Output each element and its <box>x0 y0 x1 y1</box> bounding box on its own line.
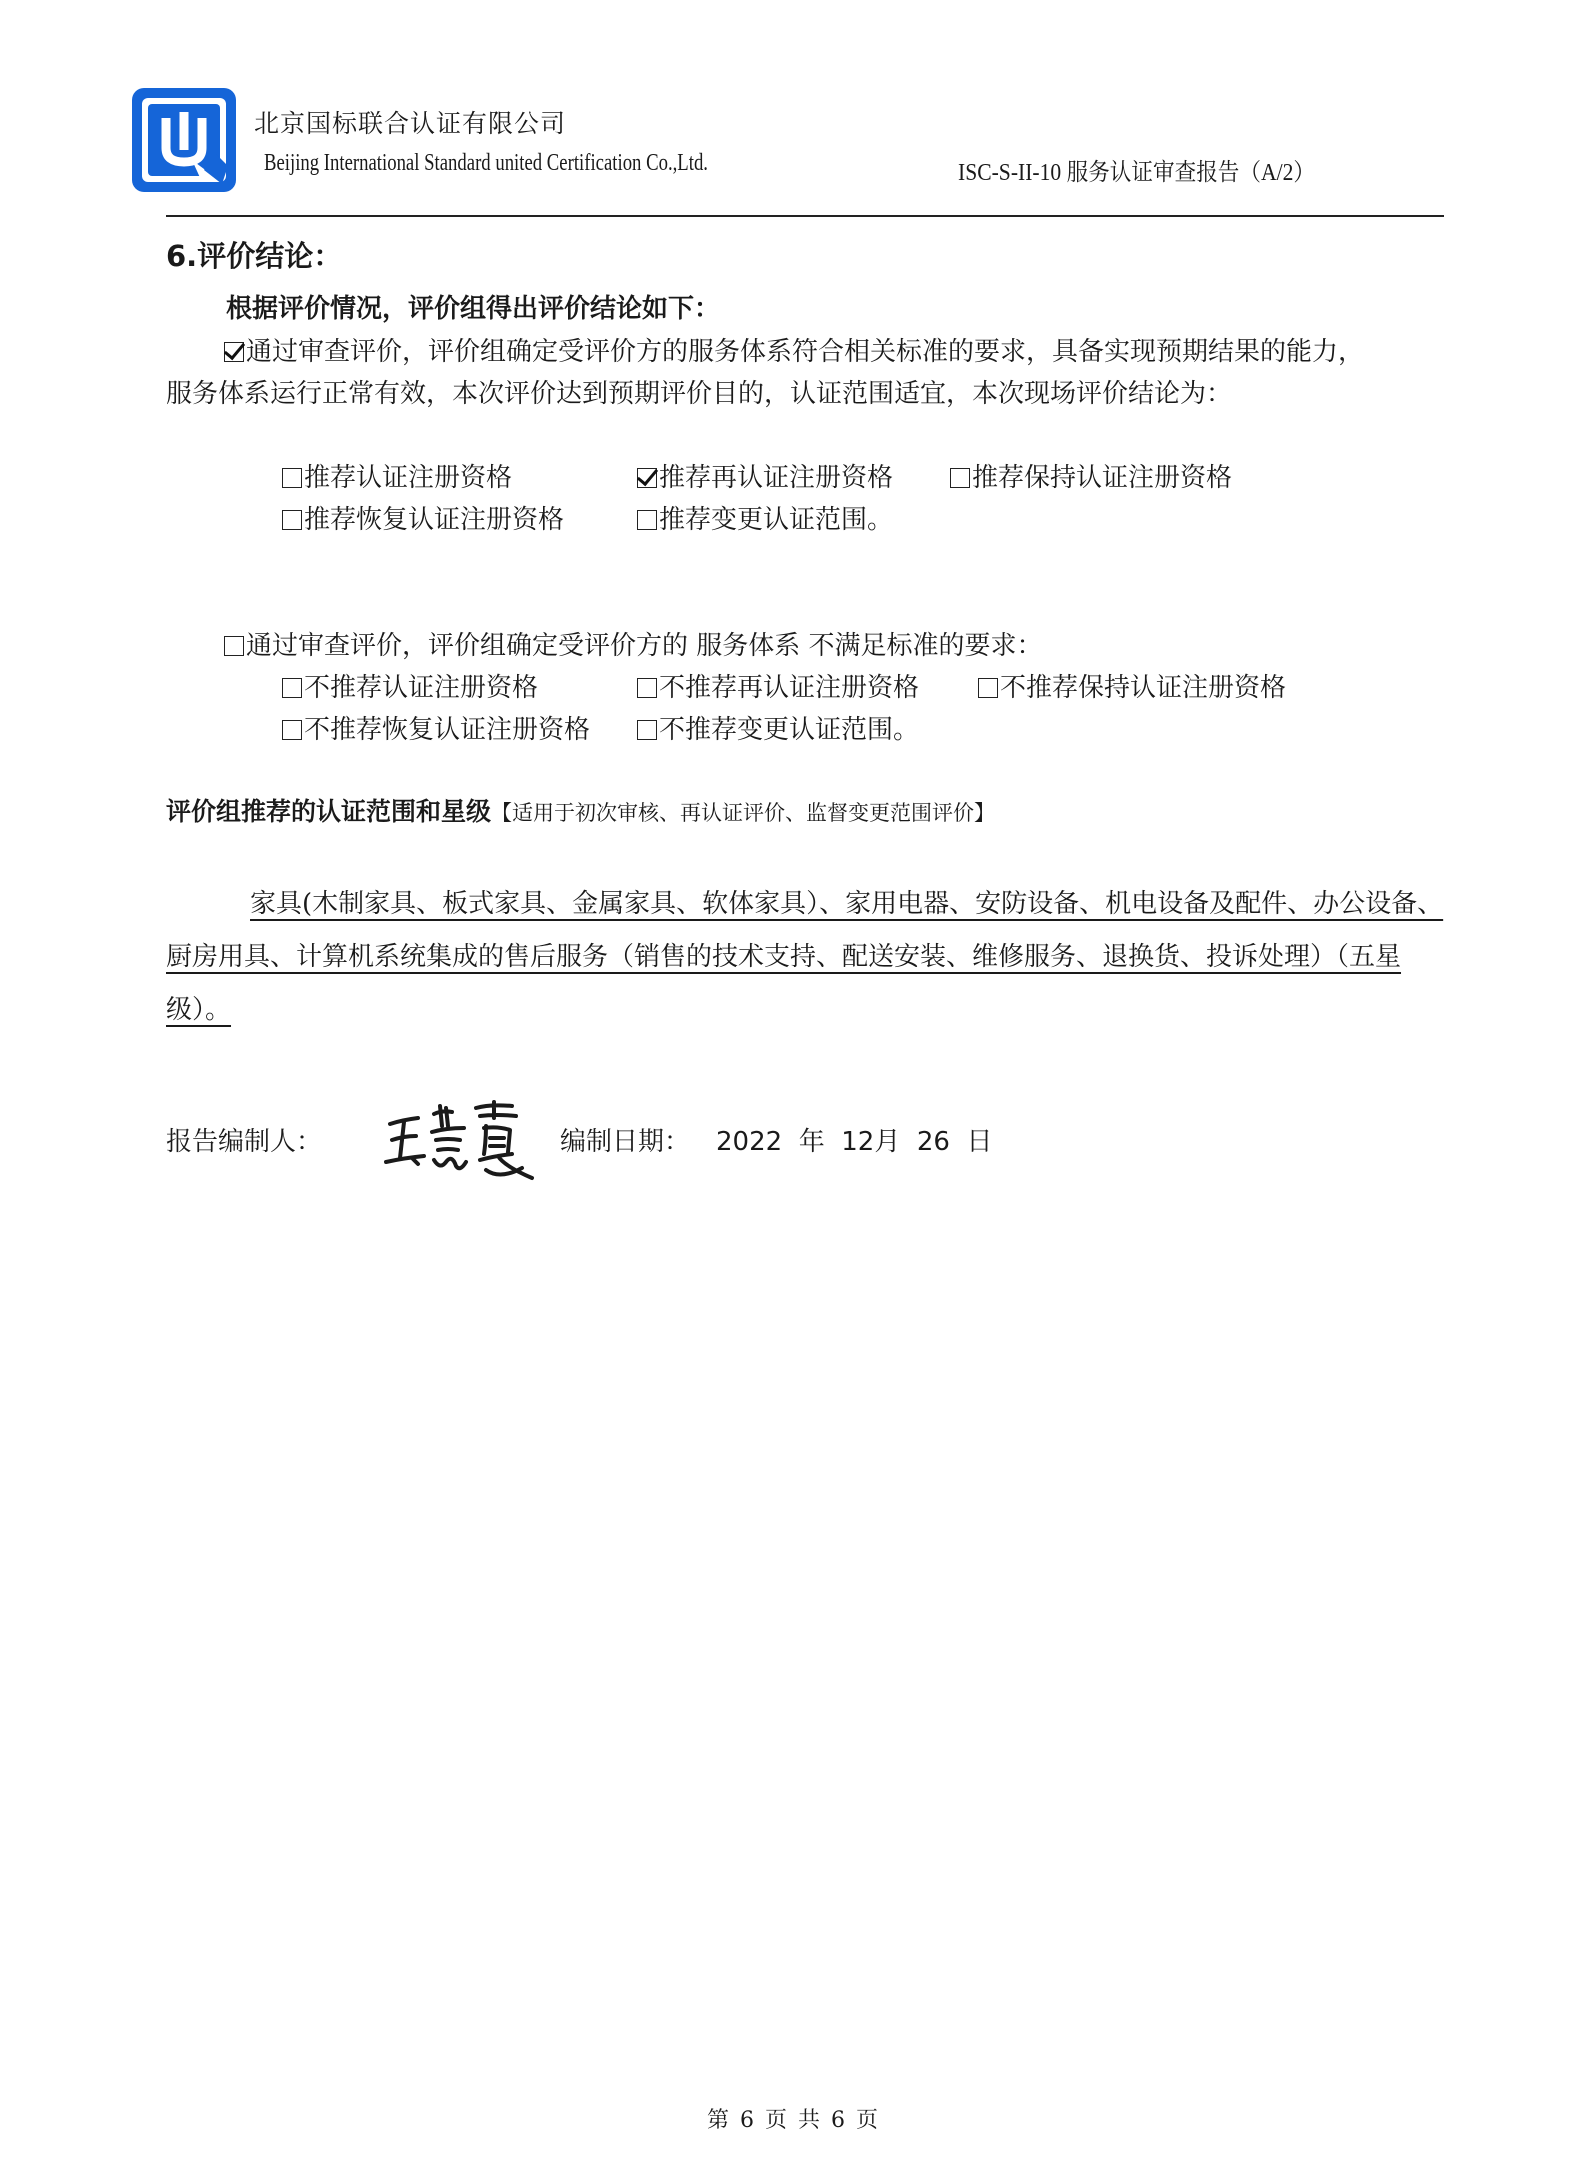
date-month: 12月 <box>841 1127 901 1157</box>
option-not-recommend-restore <box>282 709 590 746</box>
option-recommend-restore-checkbox[interactable] <box>282 510 302 530</box>
option-recommend-recertification <box>637 457 893 494</box>
option-label: 不推荐变更认证范围。 <box>659 715 920 745</box>
option-not-recommend-change-scope <box>637 709 919 746</box>
date-day-unit: 日 <box>966 1127 993 1157</box>
option-not-recommend-maintain-checkbox[interactable] <box>978 678 998 698</box>
fail-checkbox[interactable] <box>224 636 244 656</box>
option-label: 推荐恢复认证注册资格 <box>304 505 565 535</box>
fail-line-1 <box>224 625 1043 662</box>
pass-checkbox[interactable] <box>224 342 244 362</box>
pass-line-1 <box>224 331 1364 368</box>
scope-text <box>166 878 1444 1037</box>
page-number: 第 6 页 共 6 页 <box>707 2108 880 2133</box>
option-label: 不推荐恢复认证注册资格 <box>304 715 591 745</box>
section-title <box>166 234 342 275</box>
option-not-recommend-restore-checkbox[interactable] <box>282 720 302 740</box>
option-not-recommend-recertification <box>637 667 919 704</box>
option-not-recommend-registration-checkbox[interactable] <box>282 678 302 698</box>
scope-heading-text: 评价组推荐的认证范围和星级 <box>166 797 492 826</box>
option-label: 不推荐再认证注册资格 <box>659 673 920 703</box>
option-recommend-registration-checkbox[interactable] <box>282 468 302 488</box>
company-logo <box>132 88 236 192</box>
date-day: 26 <box>916 1127 950 1157</box>
option-not-recommend-recertification-checkbox[interactable] <box>637 678 657 698</box>
preparer-label: 报告编制人： <box>166 1127 323 1157</box>
option-label: 不推荐认证注册资格 <box>304 673 539 703</box>
option-label: 推荐保持认证注册资格 <box>972 463 1233 493</box>
pass-line-2: 服务体系运行正常有效，本次评价达到预期评价目的，认证范围适宜，本次现场评价结论为： <box>166 379 1233 409</box>
date-year: 2022 <box>716 1127 783 1157</box>
option-label: 推荐认证注册资格 <box>304 463 513 493</box>
option-recommend-restore <box>282 499 564 536</box>
fail-line-1-text: 通过审查评价，评价组确定受评价方的 服务体系 不满足标准的要求： <box>246 631 1043 661</box>
option-recommend-maintain <box>950 457 1232 494</box>
option-label: 不推荐保持认证注册资格 <box>1000 673 1287 703</box>
option-recommend-maintain-checkbox[interactable] <box>950 468 970 488</box>
section-number: 6. <box>166 239 198 273</box>
scope-heading <box>166 792 995 828</box>
date-year-unit: 年 <box>798 1127 825 1157</box>
conclusion-intro: 根据评价情况，评价组得出评价结论如下： <box>226 294 721 324</box>
section-title-text: 评价结论： <box>197 239 343 273</box>
header-rule <box>166 215 1444 217</box>
scope-note: 【适用于初次审核、再认证评价、监督变更范围评价】 <box>491 801 996 825</box>
date-label: 编制日期： <box>560 1127 691 1157</box>
option-not-recommend-registration <box>282 667 538 704</box>
company-name-cn: 北京国标联合认证有限公司 <box>254 109 567 138</box>
document-code: ISC-S-II-10 服务认证审查报告（A/2） <box>958 160 1315 186</box>
date-value <box>716 1121 993 1158</box>
option-recommend-change-scope <box>637 499 893 536</box>
company-name-en: Beijing International Standard united Certification Co.,Ltd. <box>264 150 708 176</box>
scope-text-content: 家具(木制家具、板式家具、金属家具、软体家具）、家用电器、安防设备、机电设备及配件、办公设备、厨房用具、计算机系统集成的售后服务（销售的技术支持、配送安装、维修服务、退换货、投诉处理）（五星级）。 <box>166 889 1444 1025</box>
pass-line-1-text: 通过审查评价，评价组确定受评价方的服务体系符合相关标准的要求，具备实现预期结果的能力， <box>246 337 1365 367</box>
option-label: 推荐再认证注册资格 <box>659 463 894 493</box>
option-recommend-change-scope-checkbox[interactable] <box>637 510 657 530</box>
option-label: 推荐变更认证范围。 <box>659 505 894 535</box>
option-recommend-registration <box>282 457 512 494</box>
option-not-recommend-change-scope-checkbox[interactable] <box>637 720 657 740</box>
option-not-recommend-maintain <box>978 667 1286 704</box>
option-recommend-recertification-checkbox[interactable] <box>637 468 657 488</box>
signature-image <box>382 1096 542 1182</box>
